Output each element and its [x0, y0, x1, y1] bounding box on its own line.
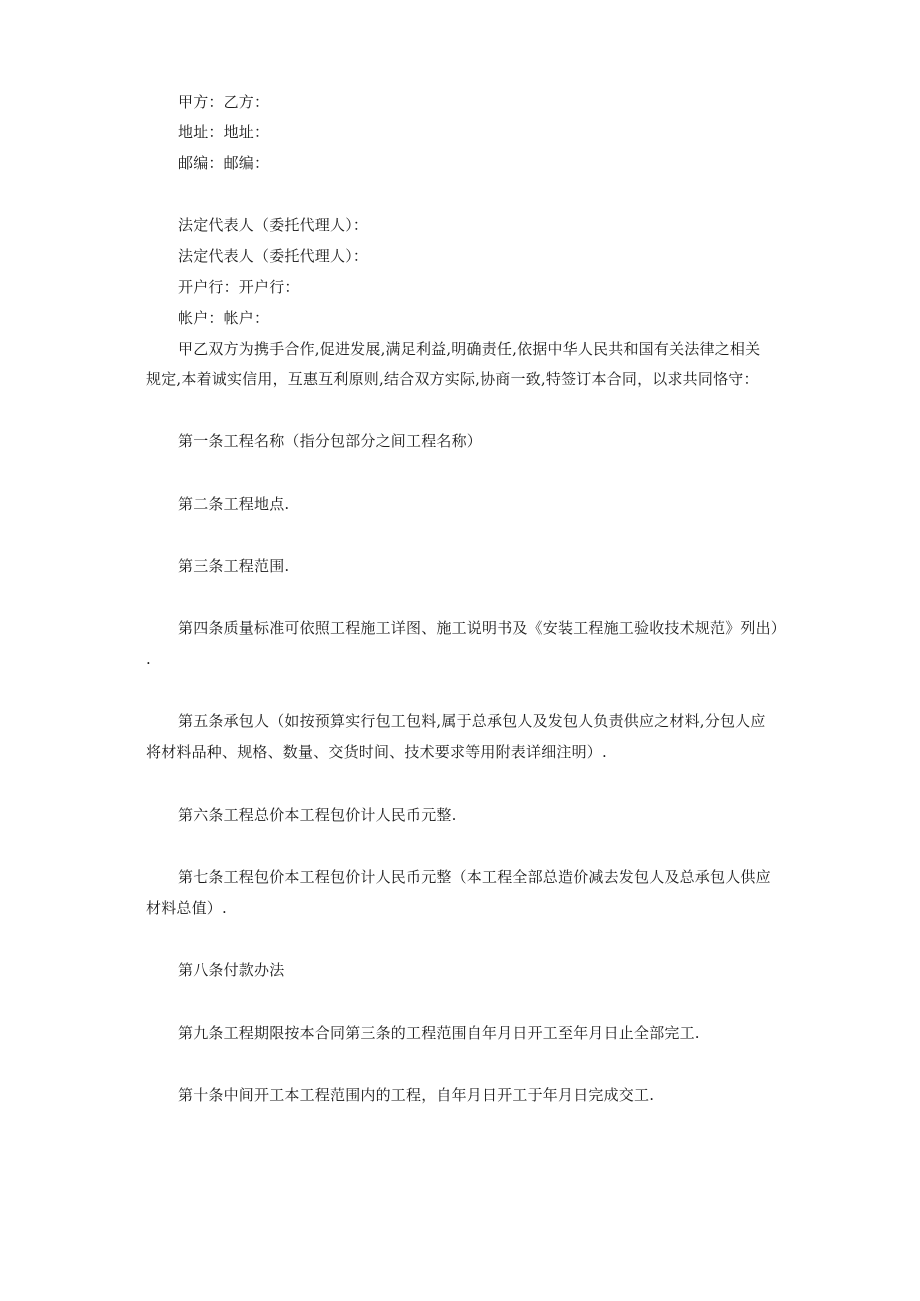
article-8: 第八条付款办法 [178, 961, 285, 979]
preamble-line-2: 规定,本着诚实信用，互惠互利原则,结合双方实际,协商一致,特签订本合同，以求共同恪守： [146, 370, 759, 388]
legal-representative-line-1: 法定代表人（委托代理人）： [178, 216, 369, 234]
article-5-line-2: 将材料品种、规格、数量、交货时间、技术要求等用附表详细注明）. [146, 743, 607, 761]
bank-line: 开户行：开户行： [178, 278, 300, 296]
postcode-line: 邮编：邮编： [178, 154, 270, 172]
party-names-line: 甲方：乙方： [178, 93, 270, 111]
article-10: 第十条中间开工本工程范围内的工程，自年月日开工于年月日完成交工. [178, 1086, 655, 1104]
article-9: 第九条工程期限按本合同第三条的工程范围自年月日开工至年月日止全部完工. [178, 1024, 700, 1042]
legal-representative-line-2: 法定代表人（委托代理人）： [178, 247, 369, 265]
article-7-line-1: 第七条工程包价本工程包价计人民币元整（本工程全部总造价减去发包人及总承包人供应 [178, 868, 771, 886]
address-line: 地址：地址： [178, 123, 270, 141]
preamble-line-1: 甲乙双方为携手合作,促进发展,满足利益,明确责任,依据中华人民共和国有关法律之相关 [178, 340, 761, 358]
account-line: 帐户：帐户： [178, 309, 270, 327]
article-1: 第一条工程名称（指分包部分之间工程名称） [178, 432, 483, 450]
article-6: 第六条工程总价本工程包价计人民币元整. [178, 806, 457, 824]
article-4-line-2: . [146, 650, 151, 668]
article-7-line-2: 材料总值）. [146, 899, 227, 917]
article-4-line-1: 第四条质量标准可依照工程施工详图、施工说明书及《安装工程施工验收技术规范》列出） [178, 619, 787, 637]
article-3: 第三条工程范围. [178, 557, 290, 575]
article-2: 第二条工程地点. [178, 495, 290, 513]
article-5-line-1: 第五条承包人（如按预算实行包工包料,属于总承包人及发包人负责供应之材料,分包人应 [178, 712, 766, 730]
